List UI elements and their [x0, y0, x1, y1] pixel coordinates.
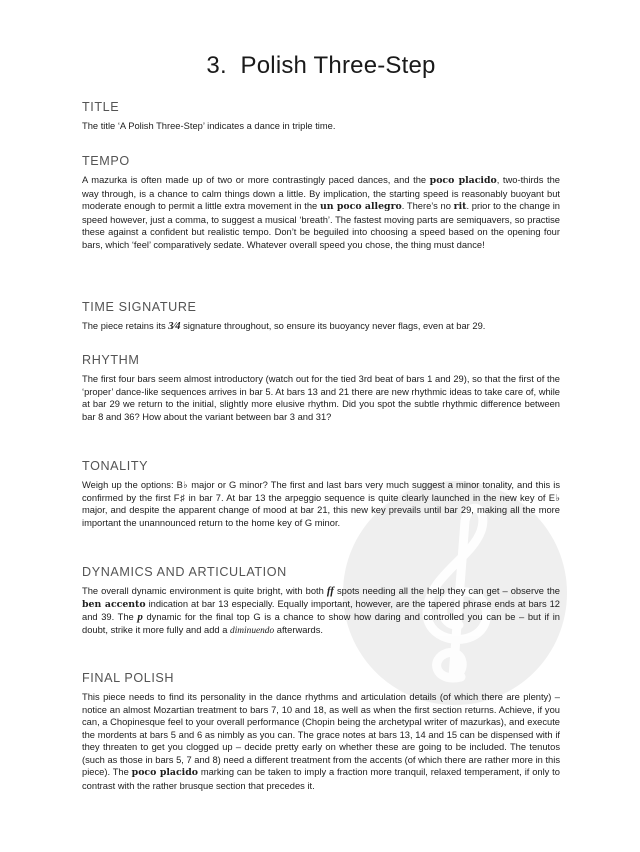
- section-rhythm: [82, 352, 560, 423]
- section-time-signature: [82, 299, 560, 334]
- section-tempo: [82, 153, 560, 251]
- body-text: A mazurka is often made up of two or more contrastingly paced dances, and the: [82, 175, 430, 185]
- tempo-term: ben accento: [82, 598, 146, 610]
- section-heading: RHYTHM: [82, 353, 140, 367]
- body-text: . prior to the change in speed however, just a comma, to suggest a musical ‘breath’. The fastest moving parts are semiquavers, so practise these against a confident but realistic tempo. Don’t be beguiled into choosing a speed based on the opening four bars, which ‘feel’ comparatively sedate. Whatever overall speed you chose, the thing must dance!: [82, 201, 560, 250]
- body-text: , two-thirds the way through, is a chance to calm things down a little. By implication, the starting speed is reasonably buoyant but moderate enough to permit a little extra movement in the: [82, 175, 560, 212]
- section-dynamics-articulation: [82, 564, 560, 637]
- diminuendo-term: diminuendo: [230, 625, 275, 636]
- section-heading: TIME SIGNATURE: [82, 300, 197, 314]
- tempo-term: poco placido: [131, 767, 198, 779]
- body-text: The first four bars seem almost introductory (watch out for the tied 3rd beat of bars 1 and 29), so that the first of the ‘proper’ dance-like sequences arrives in bar 5. At bars 13 and 21 there are new rhythmic ideas to take care of, while at bar 29 we return to the initial, slightly more elusive rhythm. Did you spot the subtle rhythmic difference between bar 8 and 36? How about the variant between bar 3 and 31?: [82, 374, 560, 422]
- section-body: [82, 320, 560, 334]
- section-heading: TEMPO: [82, 154, 130, 168]
- section-heading: TONALITY: [82, 459, 149, 473]
- body-text: This piece needs to find its personality in the dance rhythms and articulation details (of which there are plenty) – notice an almost Mozartian treatment to bars 7, 10 and 18, as well as when the first section returns. Achieve, if you can, a Chopinesque feel to your overall performance (Chopin being the archetypal writer of mazurkas), and execute the mordents at bars 5 and 6 as nimbly as you can. The grace notes at bars 13, 14 and 15 can be dispensed with if they threaten to get you clogged up – decide pretty early on whether these are going to be included. The tenutos (such as those in bars 5, 7 and 8) need a different treatment from the accents (of which there are rather more in this piece). The: [82, 692, 560, 778]
- body-text: indication at bar 13 especially. Equally important, however, are the tapered phrase ends at bars 12 and 39. The: [82, 598, 560, 623]
- body-text: spots needing all the help they can get – observe the: [333, 586, 560, 596]
- body-text: The title ‘A Polish Three-Step’ indicates a dance in triple time.: [82, 121, 336, 131]
- section-tonality: [82, 458, 560, 529]
- body-text: signature throughout, so ensure its buoyancy never flags, even at bar 29.: [180, 321, 486, 331]
- page-title: 3. Polish Three-Step: [206, 52, 436, 79]
- tempo-term: rit: [453, 201, 467, 213]
- section-heading: TITLE: [82, 100, 120, 114]
- section-final-polish: [82, 670, 560, 792]
- section-body: [82, 479, 560, 529]
- tempo-term: un poco allegro: [319, 201, 402, 213]
- section-heading: FINAL POLISH: [82, 671, 175, 685]
- body-text: The overall dynamic environment is quite bright, with both: [82, 586, 327, 596]
- section-body: [82, 585, 560, 637]
- body-text: . There’s no: [401, 201, 454, 212]
- section-body: [82, 174, 560, 251]
- body-text: Weigh up the options: B♭ major or G minor? The first and last bars very much suggest a minor tonality, and this is confirmed by the first F♯ in bar 7. At bar 13 the arpeggio sequence is quite clearly launched in the new key of E♭ major, and despite the apparent change of mood at bar 21, this new key prevails until bar 29, making all the more important the unannounced return to the home key of G minor.: [82, 480, 560, 528]
- section-body: [82, 120, 560, 133]
- body-text: afterwards.: [274, 624, 323, 635]
- tempo-term: poco placido: [429, 175, 497, 186]
- body-text: dynamic for the final top G is a chance to show how daring and controlled you can be – but if in doubt, strike it more fully and add a: [82, 612, 560, 635]
- section-body: [82, 373, 560, 423]
- dynamic-p-mark: p: [137, 611, 143, 624]
- section-heading: DYNAMICS AND ARTICULATION: [82, 565, 287, 579]
- body-text: marking can be taken to imply a fraction more tranquil, relaxed temperament, if only to contrast with the rather brusque section that precedes it.: [82, 767, 560, 791]
- time-signature-symbol: 3⁄4: [168, 321, 181, 332]
- body-text: The piece retains its: [82, 321, 169, 331]
- section-body: [82, 691, 560, 792]
- dynamic-ff-mark: ff: [326, 585, 334, 597]
- section-title: [82, 99, 560, 133]
